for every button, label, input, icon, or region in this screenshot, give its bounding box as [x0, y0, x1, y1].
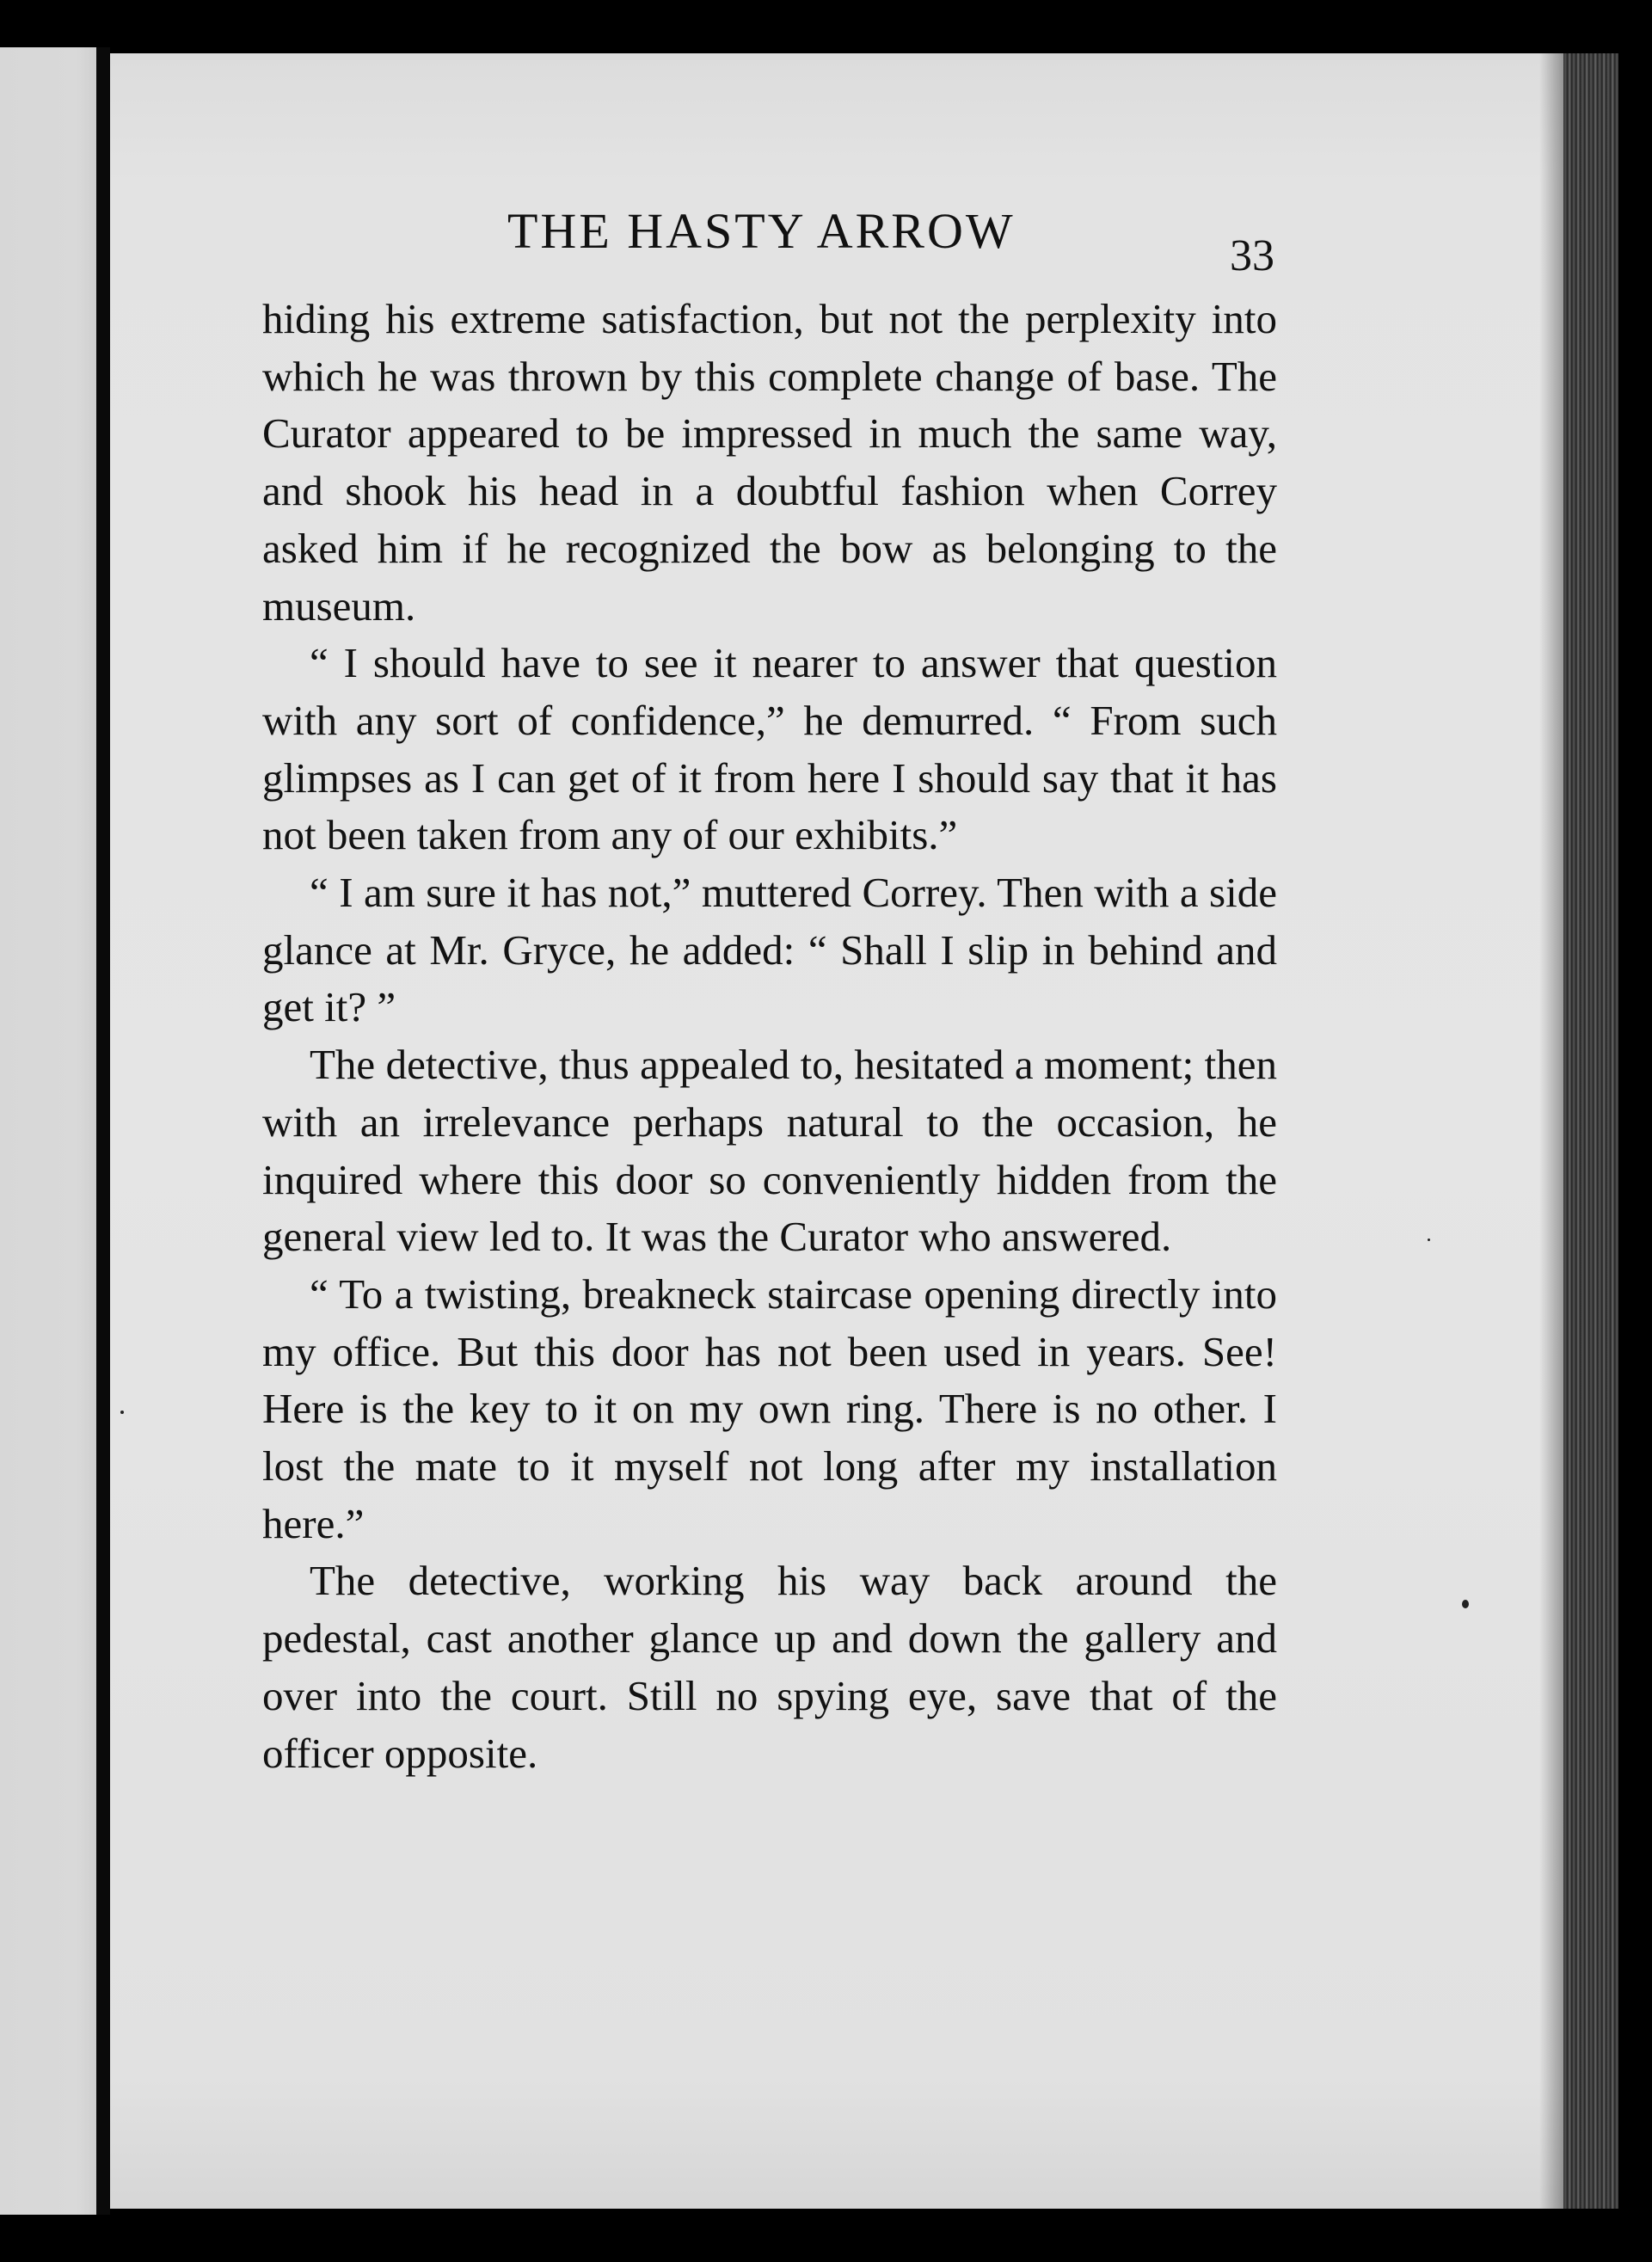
- paragraph: “ I should have to see it nearer to answer that question with any sort of confidence,” he demurred. “ From such glimpses as I can get of it from here I should say that it has not been taken from any of our exhibits.”: [262, 639, 1277, 859]
- facing-page-edge: [0, 47, 96, 2215]
- running-head: THE HASTY ARROW: [507, 203, 1016, 259]
- paragraph: “ To a twisting, breakneck staircase opening directly into my office. But this door has not been used in years. See! Here is the key to it on my own ring. There is no other. I lost the mate to it myself not long after my installation here.”: [262, 1269, 1277, 1547]
- scan-speck: [1428, 1239, 1430, 1241]
- paragraph: hiding his extreme satisfaction, but not the perplexity into which he was thrown by this complete change of base. The Curator appeared to be impressed in much the same way, and shook his head in a doubtful fashion when Correy asked him if he recognized the bow as belonging to the museum.: [262, 295, 1277, 630]
- paragraph: The detective, thus appealed to, hesitated a moment; then with an irrelevance perhaps natural to the occasion, he inquired where this door so conveniently hidden from the general view led to. It was the Curator who answered.: [262, 1041, 1277, 1261]
- body-text: [262, 291, 1277, 1782]
- page-number: 33: [1230, 231, 1274, 280]
- book-page-edges: [1563, 53, 1618, 2209]
- paragraph: “ I am sure it has not,” muttered Correy. Then with a side glance at Mr. Gryce, he added: “ Shall I slip in behind and get it? ”: [262, 869, 1277, 1031]
- page-edge-shadow: [1539, 53, 1565, 2209]
- book-gutter: [96, 47, 110, 2215]
- paragraph: The detective, working his way back around the pedestal, cast another glance up and down the gallery and over into the court. Still no spying eye, save that of the officer opposite.: [262, 1557, 1277, 1777]
- scan-speck: [1462, 1600, 1469, 1608]
- scan-speck: [120, 1411, 124, 1414]
- page-header: [507, 203, 1299, 284]
